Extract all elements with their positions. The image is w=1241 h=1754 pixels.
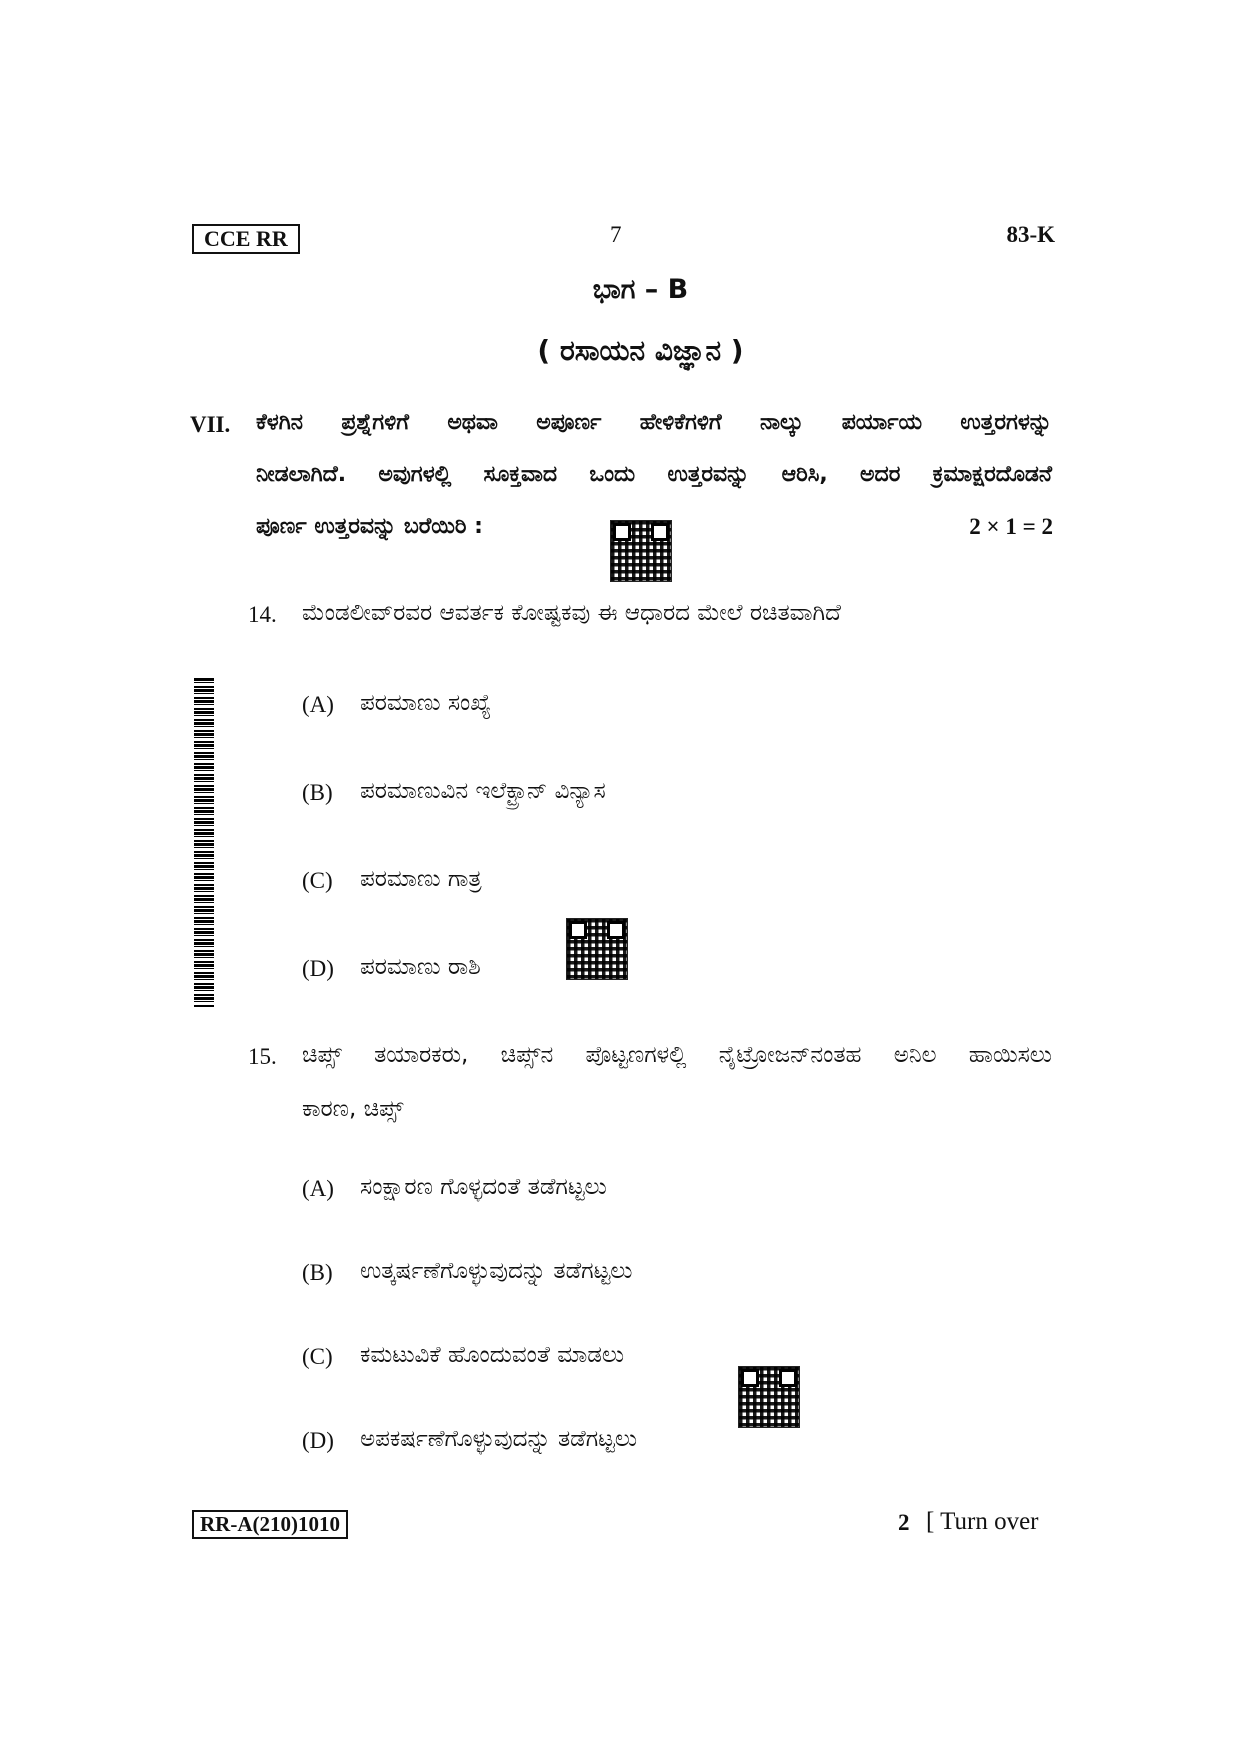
turn-over: [ Turn over <box>926 1508 1039 1535</box>
question-15-text-line-1: ಚಿಪ್ಸ್ ತಯಾರಕರು, ಚಿಪ್ಸ್‌ನ ಪೊಟ್ಟಣಗಳಲ್ಲಿ ನೈಟ್ರೋಜನ್‌ನಂತಹ ಅನಿಲ ಹಾಯಿಸಲು <box>302 1042 1052 1068</box>
paper-code: 83-K <box>1006 222 1055 247</box>
subject-heading: ( ರಸಾಯನ ವಿಜ್ಞಾನ ) <box>537 334 744 367</box>
instruction-line-3: ಪೂರ್ಣ ಉತ್ತರವನ್ನು ಬರೆಯಿರಿ : <box>256 514 483 539</box>
q14-option-d-letter: (D) <box>302 956 334 981</box>
question-15-number: 15. <box>248 1044 277 1069</box>
q14-option-c-text: ಪರಮಾಣು ಗಾತ್ರ <box>360 866 482 892</box>
marks: 2 × 1 = 2 <box>969 514 1053 539</box>
qr-code-3 <box>738 1366 800 1428</box>
q14-option-b-letter: (B) <box>302 780 333 805</box>
q15-option-d-letter: (D) <box>302 1428 334 1453</box>
q15-option-b-letter: (B) <box>302 1260 333 1285</box>
qr-code-2 <box>566 918 628 980</box>
instruction-number: VII. <box>190 412 231 437</box>
question-14-number: 14. <box>248 602 277 627</box>
q14-option-c-letter: (C) <box>302 868 333 893</box>
part-heading: ಭಾಗ – B <box>592 274 689 305</box>
q14-option-a-text: ಪರಮಾಣು ಸಂಖ್ಯೆ <box>360 690 492 716</box>
q15-option-b-text: ಉತ್ಕರ್ಷಣೆಗೊಳ್ಳುವುದನ್ನು ತಡೆಗಟ್ಟಲು <box>360 1258 633 1284</box>
q15-option-d-text: ಅಪಕರ್ಷಣೆಗೊಳ್ಳುವುದನ್ನು ತಡೆಗಟ್ಟಲು <box>360 1426 638 1452</box>
page-number: 7 <box>610 222 622 247</box>
q15-option-a-letter: (A) <box>302 1176 334 1201</box>
question-14-text: ಮೆಂಡಲೀವ್‌ರವರ ಆವರ್ತಕ ಕೋಷ್ಟಕವು ಈ ಆಧಾರದ ಮೇಲೆ ರಚಿತವಾಗಿದೆ <box>302 600 841 626</box>
question-15-text-line-2: ಕಾರಣ, ಚಿಪ್ಸ್ <box>302 1096 404 1122</box>
q14-option-d-text: ಪರಮಾಣು ರಾಶಿ <box>360 954 481 980</box>
instruction-line-2: ನೀಡಲಾಗಿದೆ. ಅವುಗಳಲ್ಲಿ ಸೂಕ್ತವಾದ ಒಂದು ಉತ್ತರವನ್ನು ಆರಿಸಿ, ಅದರ ಕ್ರಮಾಕ್ಷರದೊಡನೆ <box>256 462 1052 487</box>
instruction-line-1: ಕೆಳಗಿನ ಪ್ರಶ್ನೆಗಳಿಗೆ ಅಥವಾ ಅಪೂರ್ಣ ಹೇಳಿಕೆಗಳಿಗೆ ನಾಲ್ಕು ಪರ್ಯಾಯ ಉತ್ತರಗಳನ್ನು <box>256 410 1052 435</box>
q15-option-a-text: ಸಂಕ್ಷಾರಣ ಗೊಳ್ಳದಂತೆ ತಡೆಗಟ್ಟಲು <box>360 1174 607 1200</box>
header-code-box: CCE RR <box>192 224 300 254</box>
side-barcode <box>194 678 214 1008</box>
q15-option-c-text: ಕಮಟುವಿಕೆ ಹೊಂದುವಂತೆ ಮಾಡಲು <box>360 1342 625 1368</box>
footer-code-box: RR-A(210)1010 <box>192 1510 348 1539</box>
q15-option-c-letter: (C) <box>302 1344 333 1369</box>
q14-option-a-letter: (A) <box>302 692 334 717</box>
qr-code-1 <box>610 520 672 582</box>
footer-page-index: 2 <box>898 1510 910 1535</box>
q14-option-b-text: ಪರಮಾಣುವಿನ ಇಲೆಕ್ಟ್ರಾನ್ ವಿನ್ಯಾಸ <box>360 778 606 804</box>
